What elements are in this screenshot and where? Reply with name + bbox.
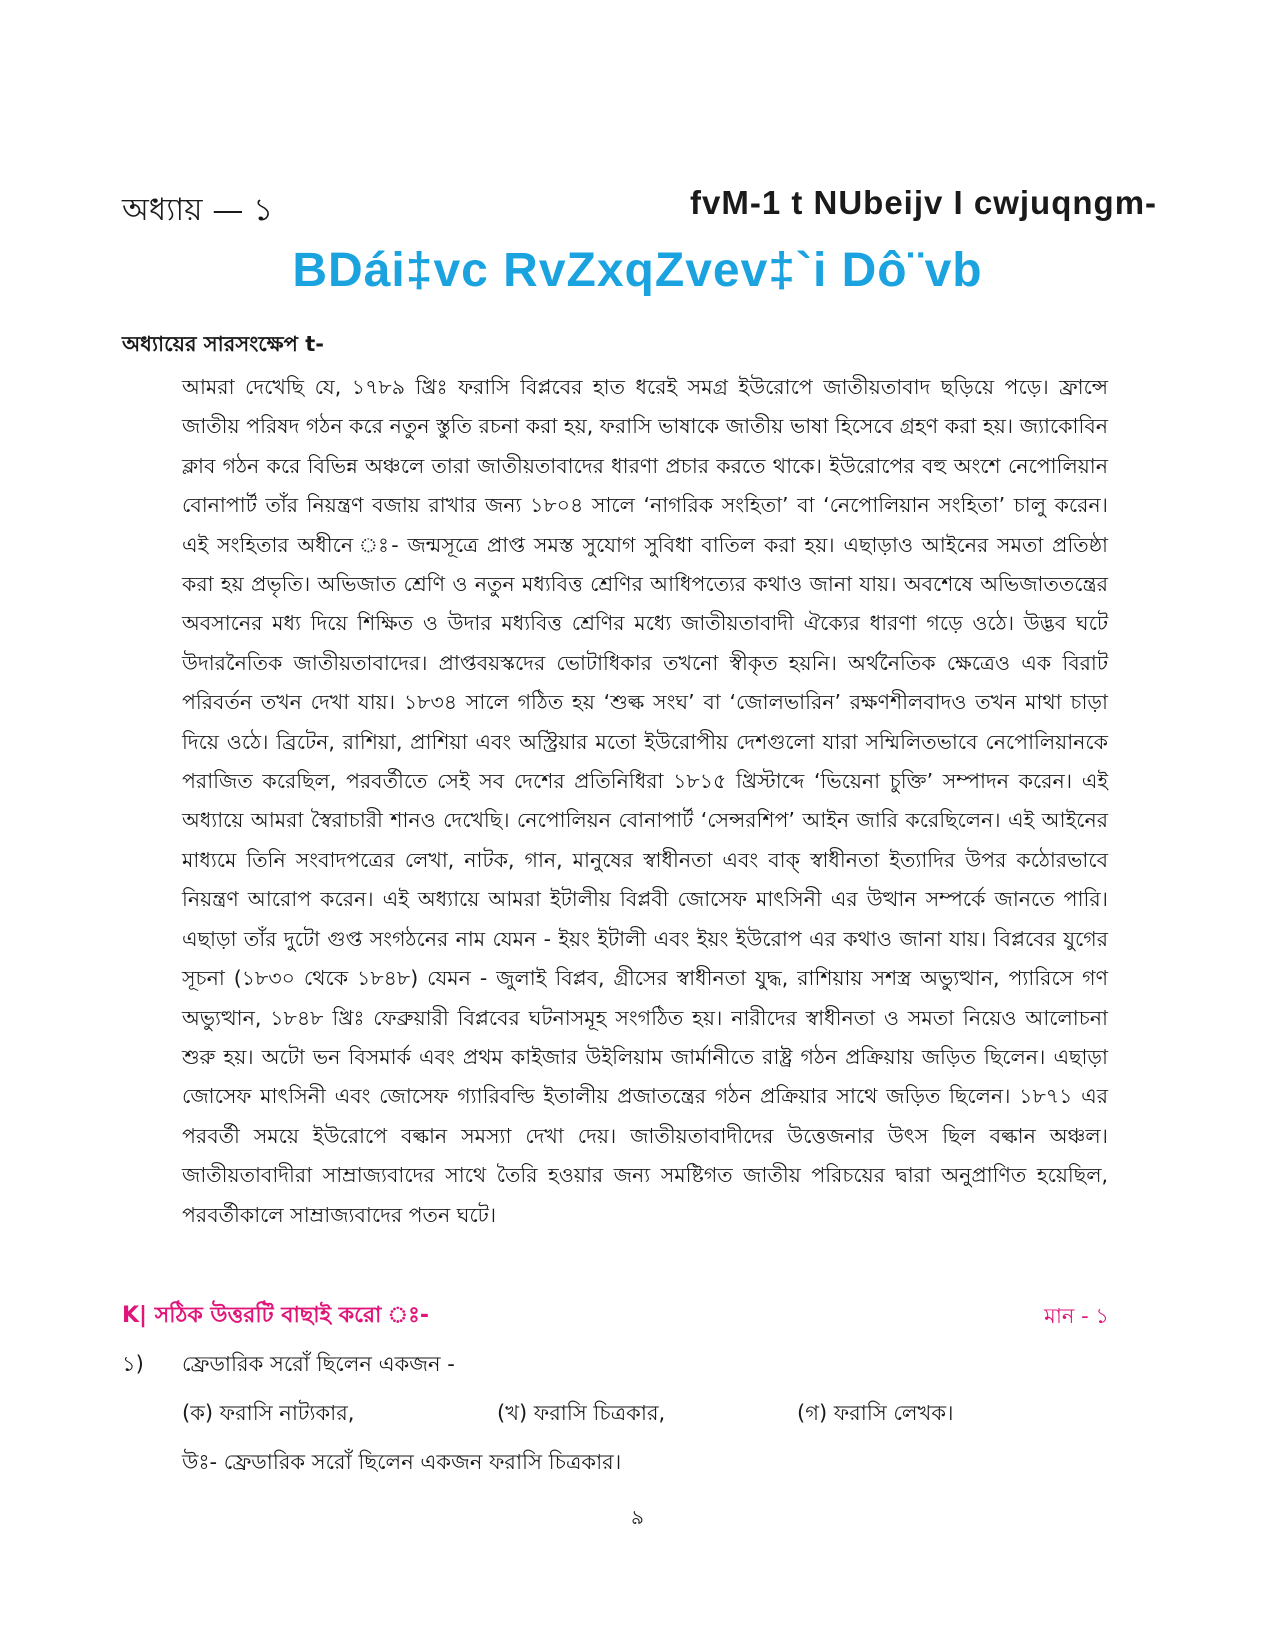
section-heading: K| সঠিক উত্তরটি বাছাই করো ঃ- <box>122 1303 429 1328</box>
chapter-label: অধ্যায় — ১ <box>122 192 274 228</box>
summary-paragraph: আমরা দেখেছি যে, ১৭৮৯ খ্রিঃ ফরাসি বিপ্লবের হাত ধরেই সমগ্র ইউরোপে জাতীয়তাবাদ ছড়িয়ে পড়ে। ফ্রান্সে জাতীয় পরিষদ গঠন করে নতুন স্তুতি রচনা করা হয়, ফরাসি ভাষাকে জাতীয় ভাষা হিসেবে গ্রহণ করা হয়। জ্যাকোবিন ক্লাব গঠন করে বিভিন্ন অঞ্চলে তারা জাতীয়তাবাদের ধারণা প্রচার করতে থাকে। ইউরোপের বহু অংশে নেপোলিয়ান বোনাপার্ট তাঁর নিয়ন্ত্রণ বজায় রাখার জন্য ১৮০৪ সালে ‘নাগরিক সংহিতা’ বা ‘নেপোলিয়ান সংহিতা’ চালু করেন। এই সংহিতার অধীনে ঃ- জন্মসূত্রে প্রাপ্ত সমস্ত সুযোগ সুবিধা বাতিল করা হয়। এছাড়াও আইনের সমতা প্রতিষ্ঠা করা হয় প্রভৃতি। অভিজাত শ্রেণি ও নতুন মধ্যবিত্ত শ্রেণির আধিপত্যের কথাও জানা যায়। অবশেষে অভিজাততন্ত্রের অবসানের মধ্য দিয়ে শিক্ষিত ও উদার মধ্যবিত্ত শ্রেণির মধ্যে জাতীয়তাবাদী ঐক্যের ধারণা গড়ে ওঠে। উদ্ভব ঘটে উদারনৈতিক জাতীয়তাবাদের। প্রাপ্তবয়স্কদের ভোটাধিকার তখনো স্বীকৃত হয়নি। অর্থনৈতিক ক্ষেত্রেও এক বিরাট পরিবর্তন তখন দেখা যায়। ১৮৩৪ সালে গঠিত হয় ‘শুল্ক সংঘ’ বা ‘জোলভারিন’ রক্ষণশীলবাদও তখন মাথা চাড়া দিয়ে ওঠে। ব্রিটেন, রাশিয়া, প্রাশিয়া এবং অস্ট্রিয়ার মতো ইউরোপীয় দেশগুলো যারা সম্মিলিতভাবে নেপোলিয়ানকে পরাজিত করেছিল, পরবর্তীতে সেই সব দেশের প্রতিনিধিরা ১৮১৫ খ্রিস্টাব্দে ‘ভিয়েনা চুক্তি’ সম্পাদন করেন। এই অধ্যায়ে আমরা স্বৈরাচারী শানও দেখেছি। নেপোলিয়ন বোনাপার্ট ‘সেন্সরশিপ’ আইন জারি করেছিলেন। এই আইনের মাধ্যমে তিনি সংবাদপত্রের লেখা, নাটক, গান, মানুষের স্বাধীনতা এবং বাক্ স্বাধীনতা ইত্যাদির উপর কঠোরভাবে নিয়ন্ত্রণ আরোপ করেন। এই অধ্যায়ে আমরা ইটালীয় বিপ্লবী জোসেফ মাৎসিনী এর উত্থান সম্পর্কে জানতে পারি। এছাড়া তাঁর দুটো গুপ্ত সংগঠনের নাম যেমন - ইয়ং ইটালী এবং ইয়ং ইউরোপ এর কথাও জানা যায়। বিপ্লবের যুগের সূচনা (১৮৩০ থেকে ১৮৪৮) যেমন - জুলাই বিপ্লব, গ্রীসের স্বাধীনতা যুদ্ধ, রাশিয়ায় সশস্ত্র অভ্যুত্থান, প্যারিসে গণ অভ্যুত্থান, ১৮৪৮ খ্রিঃ ফেব্রুয়ারী বিপ্লবের ঘটনাসমূহ সংগঠিত হয়। নারীদের স্বাধীনতা ও সমতা নিয়েও আলোচনা শুরু হয়। অটো ভন বিসমার্ক এবং প্রথম কাইজার উইলিয়াম জার্মানীতে রাষ্ট্র গঠন প্রক্রিয়ায় জড়িত ছিলেন। এছাড়া জোসেফ মাৎসিনী এবং জোসেফ গ্যারিবল্ডি ইতালীয় প্রজাতন্ত্রের গঠন প্রক্রিয়ার সাথে জড়িত ছিলেন। ১৮৭১ এর পরবর্তী সময়ে ইউরোপে বল্কান সমস্যা দেখা দেয়। জাতীয়তাবাদীদের উত্তেজনার উৎস ছিল বল্কান অঞ্চল। জাতীয়তাবাদীরা সাম্রাজ্যবাদের সাথে তৈরি হওয়ার জন্য সমষ্টিগত জাতীয় পরিচয়ের দ্বারা অনুপ্রাণিত হয়েছিল, পরবর্তীকালে সাম্রাজ্যবাদের পতন ঘটে। <box>182 375 1108 1227</box>
chapter-title: BDái‡vc RvZxqZvev‡`i Dô¨vb <box>292 244 983 297</box>
question-text: ফ্রেডারিক সরোঁ ছিলেন একজন - <box>182 1352 455 1376</box>
option-c: (গ) ফরাসি লেখক। <box>797 1401 954 1425</box>
option-a: (ক) ফরাসি নাট্যকার, <box>182 1401 355 1425</box>
page-number: ৯ <box>631 1505 644 1529</box>
section-marks: মান - ১ <box>1044 1304 1109 1328</box>
book-title: fvM-1 t NUbeijv I cwjuqngm- <box>690 184 1158 221</box>
question-number: ১) <box>122 1352 144 1376</box>
answer-text: উঃ- ফ্রেডারিক সরোঁ ছিলেন একজন ফরাসি চিত্রকার। <box>182 1450 622 1474</box>
summary-heading: অধ্যায়ের সারসংক্ষেপ t- <box>122 332 325 356</box>
option-b: (খ) ফরাসি চিত্রকার, <box>497 1401 666 1425</box>
